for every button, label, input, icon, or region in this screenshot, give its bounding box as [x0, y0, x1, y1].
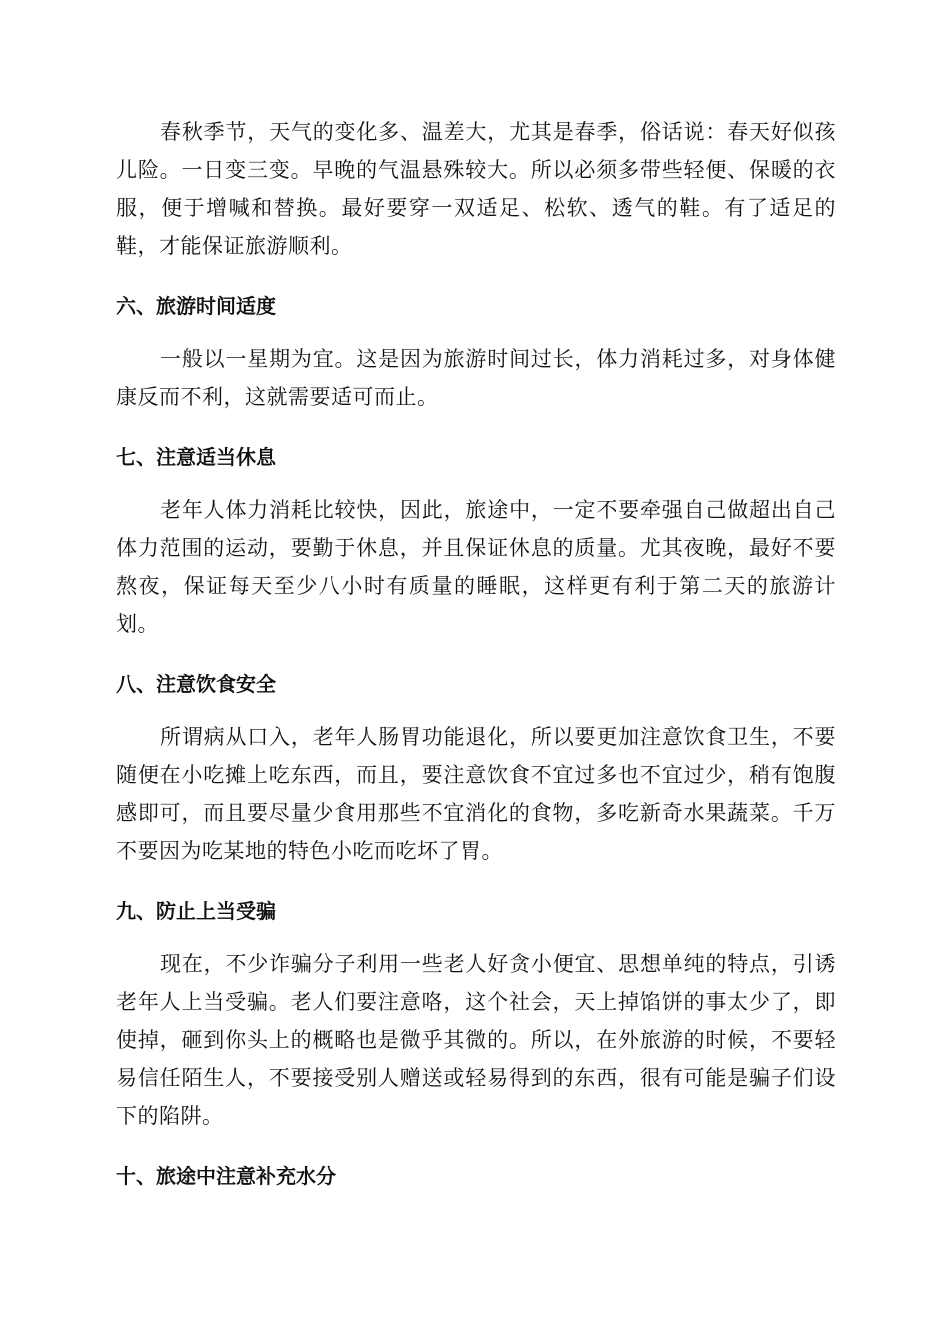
section-heading-7: 七、注意适当休息: [116, 445, 276, 469]
document-page: [116, 113, 836, 1210]
section-body-6: 一般以一星期为宜。这是因为旅游时间过长，体力消耗过多，对身体健康反而不利，这就需要适可而止。: [116, 347, 836, 409]
intro-paragraph: 春秋季节，天气的变化多、温差大，尤其是春季，俗话说：春天好似孩儿险。一日变三变。早晚的气温悬殊较大。所以必须多带些轻便、保暖的衣服，便于增喊和替换。最好要穿一双适足、松软、透气的鞋。有了适足的鞋，才能保证旅游顺利。: [116, 120, 836, 258]
section-heading-8: 八、注意饮食安全: [116, 672, 276, 696]
section-heading-9: 九、防止上当受骗: [116, 899, 276, 923]
section-body-8: 所谓病从口入，老年人肠胃功能退化，所以要更加注意饮食卫生，不要随便在小吃摊上吃东西，而且，要注意饮食不宜过多也不宜过少，稍有饱腹感即可，而且要尽量少食用那些不宜消化的食物，多吃新奇水果蔬菜。千万不要因为吃某地的特色小吃而吃坏了胃。: [116, 725, 836, 863]
section-body-9: 现在，不少诈骗分子利用一些老人好贪小便宜、思想单纯的特点，引诱老年人上当受骗。老人们要注意咯，这个社会，天上掉馅饼的事太少了，即使掉，砸到你头上的概略也是微乎其微的。所以，在外旅游的时候，不要轻易信任陌生人，不要接受别人赠送或轻易得到的东西，很有可能是骗子们设下的陷阱。: [116, 952, 836, 1128]
section-heading-10: 十、旅途中注意补充水分: [116, 1164, 336, 1188]
section-heading-6: 六、旅游时间适度: [116, 294, 276, 318]
section-body-7: 老年人体力消耗比较快，因此，旅途中，一定不要牵强自己做超出自己体力范围的运动，要勤于休息，并且保证休息的质量。尤其夜晚，最好不要熬夜，保证每天至少八小时有质量的睡眠，这样更有利于第二天的旅游计划。: [116, 498, 836, 636]
